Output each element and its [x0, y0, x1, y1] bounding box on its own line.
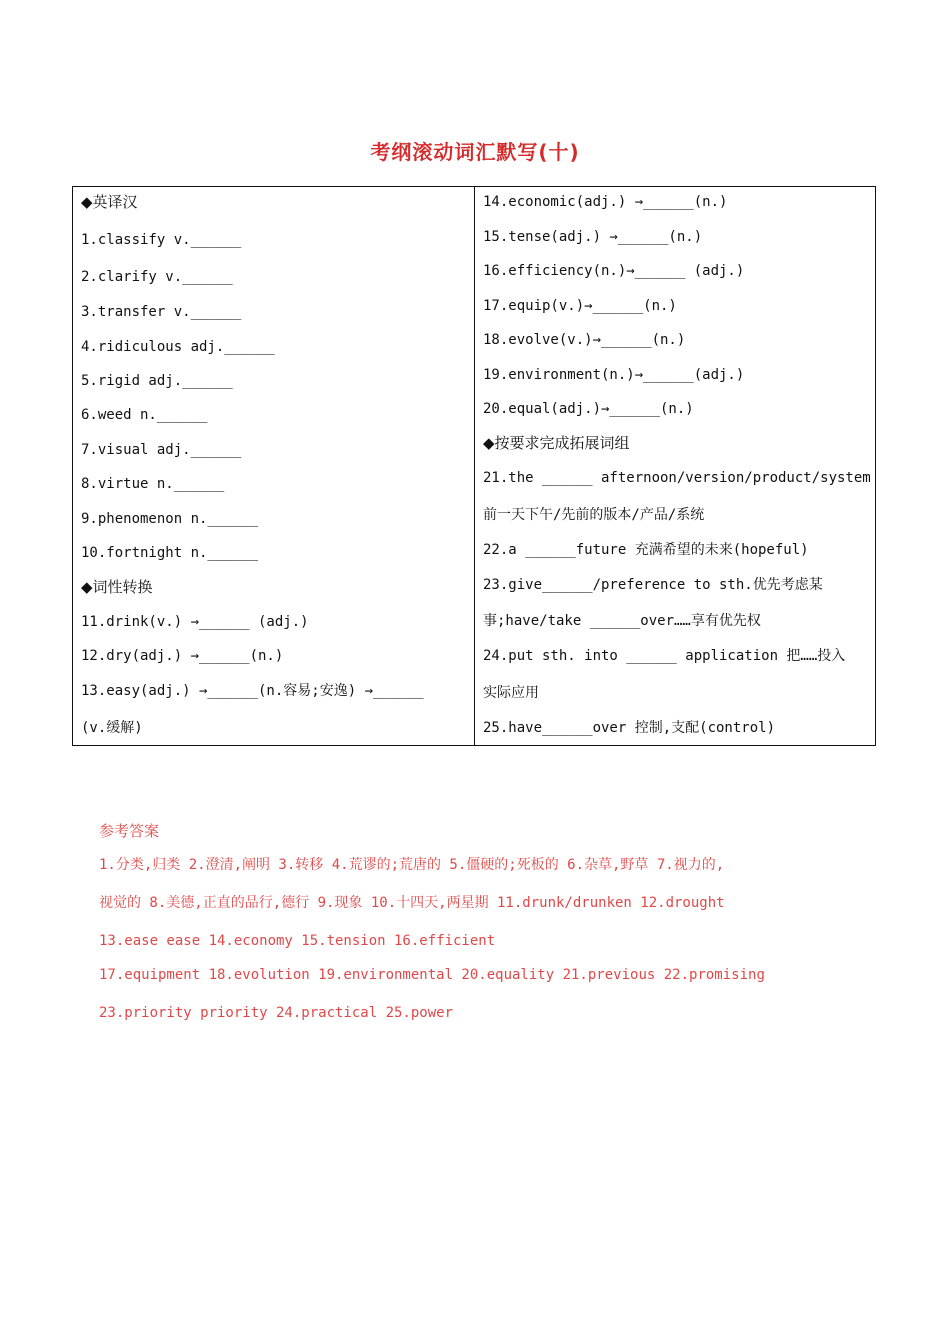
answer-line-2: 视觉的 8.美德,正直的品行,德行 9.现象 10.十四天,两星期 11.drunk/drunken 12.drought	[99, 895, 725, 911]
question-9: 9.phenomenon n.______	[81, 511, 259, 527]
question-7: 7.visual adj.______	[81, 442, 242, 458]
question-21-translation: 前一天下午/先前的版本/产品/系统	[483, 507, 705, 523]
question-11: 11.drink(v.) →______ (adj.)	[81, 614, 309, 630]
question-13: 13.easy(adj.) →______(n.容易;安逸) →______	[81, 683, 424, 699]
question-21: 21.the ______ afternoon/version/product/system	[483, 470, 871, 486]
question-25: 25.have______over 控制,支配(control)	[483, 720, 776, 736]
vocabulary-table	[72, 186, 876, 746]
answer-line-5: 23.priority priority 24.practical 25.power	[99, 1005, 454, 1021]
question-1: 1.classify v.______	[81, 232, 242, 248]
answer-line-1: 1.分类,归类 2.澄清,阐明 3.转移 4.荒谬的;荒唐的 5.僵硬的;死板的 6.杂草,野草 7.视力的,	[99, 857, 725, 873]
section-heading-phrases: ◆按要求完成拓展词组	[483, 434, 630, 452]
question-23: 23.give______/preference to sth.优先考虑某	[483, 577, 823, 593]
page-title: 考纲滚动词汇默写(十)	[370, 140, 580, 164]
question-24-continued: 实际应用	[483, 685, 539, 701]
question-19: 19.environment(n.)→______(adj.)	[483, 367, 745, 383]
question-4: 4.ridiculous adj.______	[81, 339, 275, 355]
question-8: 8.virtue n.______	[81, 476, 225, 492]
question-20: 20.equal(adj.)→______(n.)	[483, 401, 694, 417]
column-divider	[474, 187, 475, 745]
section-heading-word-forms: ◆词性转换	[81, 578, 153, 596]
question-16: 16.efficiency(n.)→______ (adj.)	[483, 263, 745, 279]
answer-line-3: 13.ease ease 14.economy 15.tension 16.efficient	[99, 933, 496, 949]
question-24: 24.put sth. into ______ application 把……投入	[483, 648, 846, 664]
question-6: 6.weed n.______	[81, 407, 208, 423]
section-heading-en-to-zh: ◆英译汉	[81, 193, 138, 211]
question-3: 3.transfer v.______	[81, 304, 242, 320]
question-5: 5.rigid adj.______	[81, 373, 233, 389]
question-10: 10.fortnight n.______	[81, 545, 259, 561]
question-12: 12.dry(adj.) →______(n.)	[81, 648, 284, 664]
answer-key-title: 参考答案	[99, 822, 160, 840]
question-13-continued: (v.缓解)	[81, 720, 143, 736]
question-17: 17.equip(v.)→______(n.)	[483, 298, 677, 314]
question-22: 22.a ______future 充满希望的未来(hopeful)	[483, 542, 809, 558]
question-23-continued: 事;have/take ______over……享有优先权	[483, 613, 761, 629]
question-14: 14.economic(adj.) →______(n.)	[483, 194, 728, 210]
question-18: 18.evolve(v.)→______(n.)	[483, 332, 686, 348]
question-2: 2.clarify v.______	[81, 269, 233, 285]
answer-line-4: 17.equipment 18.evolution 19.environmental 20.equality 21.previous 22.promising	[99, 967, 765, 983]
question-15: 15.tense(adj.) →______(n.)	[483, 229, 703, 245]
